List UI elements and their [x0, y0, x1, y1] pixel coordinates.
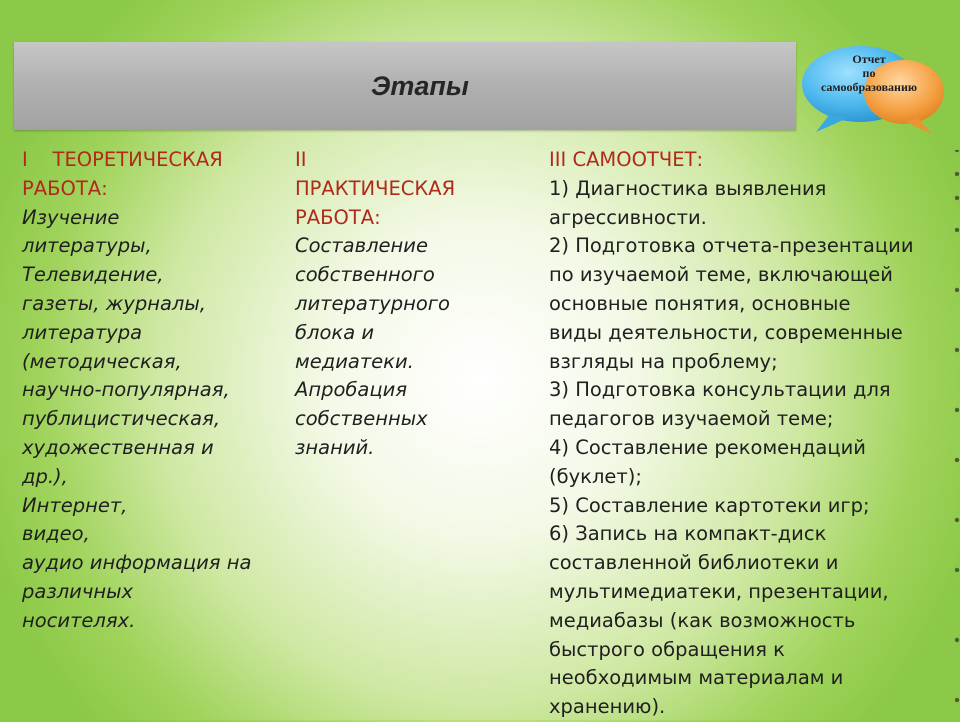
column-text-line: агрессивности.: [549, 205, 707, 229]
column-text-line: блока и: [295, 320, 375, 344]
column-text-line: 2) Подготовка отчета-презентации: [549, 234, 914, 258]
column-text-line: (буклет);: [549, 464, 642, 488]
column-text-line: литературного: [295, 291, 450, 315]
column-heading: II: [295, 148, 307, 171]
column-text-line: др.),: [22, 464, 68, 488]
column-text-line: Изучение: [22, 205, 120, 229]
column-text-line: аудио информация на: [22, 551, 252, 575]
column-text-line: 1) Диагностика выявления: [549, 176, 827, 200]
badge-line: Отчет: [852, 52, 886, 66]
column-text-line: Составление: [295, 234, 428, 258]
column-text-line: Интернет,: [22, 493, 128, 517]
column-text-line: знаний.: [295, 435, 375, 459]
column-text-line: собственного: [295, 263, 435, 287]
column-text-line: необходимым материалам и: [549, 666, 844, 690]
column-text-line: различных: [22, 579, 134, 603]
column-text-line: основные понятия, основные: [549, 291, 851, 315]
column-heading: III САМООТЧЕТ:: [549, 148, 704, 171]
header-bar: [14, 42, 796, 130]
column-text-line: медиабазы (как возможность: [549, 608, 856, 632]
column-text-line: быстрого обращения к: [549, 637, 785, 661]
badge-caption: [800, 52, 938, 94]
column-text-line: по изучаемой теме, включающей: [549, 263, 893, 287]
column-text-line: 4) Составление рекомендаций: [549, 435, 866, 459]
edge-decoration: [952, 150, 960, 710]
column-text-line: носителях.: [22, 608, 136, 632]
column-text-line: взгляды на проблему;: [549, 349, 778, 373]
column-text-line: хранению).: [549, 695, 666, 719]
column-text-line: медиатеки.: [295, 349, 414, 373]
column-text-line: 6) Запись на компакт-диск: [549, 522, 827, 546]
badge-line: самообразованию: [820, 80, 918, 94]
column-text-line: мультимедиатеки, презентации,: [549, 579, 889, 603]
column-text-line: педагогов изучаемой теме;: [549, 407, 834, 431]
column-text-line: Апробация: [295, 378, 408, 402]
badge-line: по: [862, 66, 876, 80]
column-text-line: 5) Составление картотеки игр;: [549, 493, 870, 517]
column-text-line: собственных: [295, 407, 428, 431]
column-heading: РАБОТА:: [295, 205, 381, 229]
stage-column-practice: [295, 146, 505, 463]
stage-column-report: [549, 146, 949, 722]
page-title: Этапы: [371, 70, 469, 101]
column-text-line: литература: [22, 320, 143, 344]
column-text-line: газеты, журналы,: [22, 291, 206, 315]
column-heading: I ТЕОРЕТИЧЕСКАЯ: [22, 148, 223, 171]
column-text-line: литературы,: [22, 234, 152, 258]
column-heading: ПРАКТИЧЕСКАЯ: [295, 176, 456, 200]
column-text-line: виды деятельности, современные: [549, 320, 903, 344]
column-text-line: публицистическая,: [22, 407, 221, 431]
column-text-line: составленной библиотеки и: [549, 551, 839, 575]
column-text-line: видео,: [22, 522, 90, 546]
column-text-line: художественная и: [22, 435, 214, 459]
column-text-line: (методическая,: [22, 349, 182, 373]
column-text-line: 3) Подготовка консультации для: [549, 378, 891, 402]
column-heading: РАБОТА:: [22, 176, 108, 200]
column-text-line: научно-популярная,: [22, 378, 230, 402]
stage-column-theory: [22, 146, 282, 636]
column-text-line: Телевидение,: [22, 263, 164, 287]
